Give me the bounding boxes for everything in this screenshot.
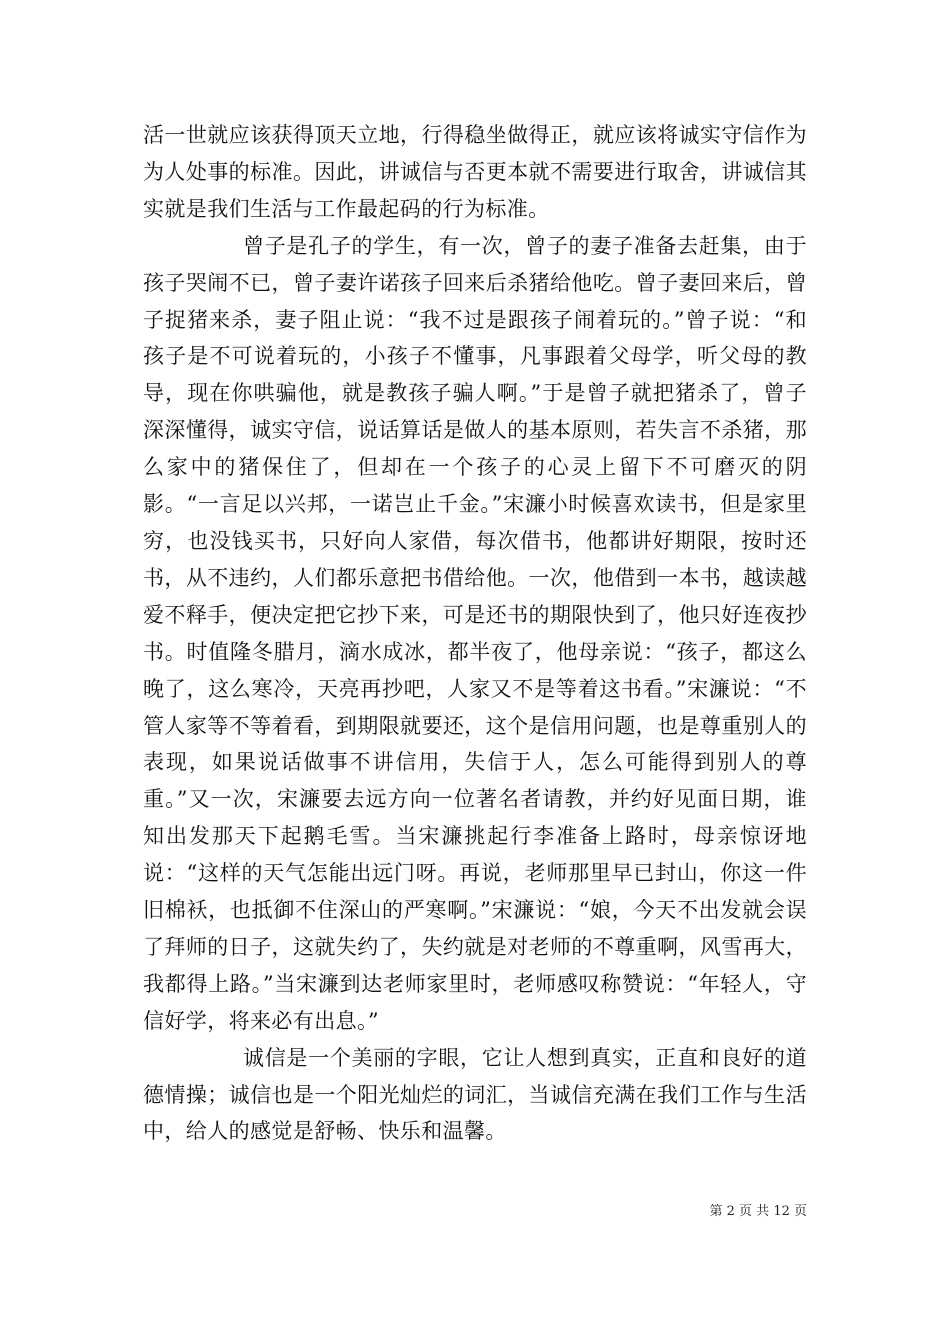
paragraph-honesty-conclusion: 诚信是一个美丽的字眼，它让人想到真实，正直和良好的道德情操；诚信也是一个阳光灿烂的词汇，当诚信充满在我们工作与生活中，给人的感觉是舒畅、快乐和温馨。: [143, 1045, 807, 1144]
paragraph-continuation: 活一世就应该获得顶天立地，行得稳坐做得正，就应该将诚实守信作为为人处事的标准。因此，讲诚信与否更本就不需要进行取舍，讲诚信其实就是我们生活与工作最起码的行为标准。: [143, 123, 807, 221]
document-body: [143, 117, 807, 1150]
paragraph-zengzi-songlian: 曾子是孔子的学生，有一次，曾子的妻子准备去赶集，由于孩子哭闹不已，曾子妻许诺孩子回来后杀猪给他吃。曾子妻回来后，曾子捉猪来杀，妻子阻止说：“我不过是跟孩子闹着玩的。”曾子说：“和孩子是不可说着玩的，小孩子不懂事，凡事跟着父母学，听父母的教导，现在你哄骗他，就是教孩子骗人啊。”于是曾子就把猪杀了，曾子深深懂得，诚实守信，说话算话是做人的基本原则，若失言不杀猪，那么家中的猪保住了，但却在一个孩子的心灵上留下不可磨灭的阴影。“一言足以兴邦，一诺岂止千金。”宋濂小时候喜欢读书，但是家里穷，也没钱买书，只好向人家借，每次借书，他都讲好期限，按时还书，从不违约，人们都乐意把书借给他。一次，他借到一本书，越读越爱不释手，便决定把它抄下来，可是还书的期限快到了，他只好连夜抄书。时值隆冬腊月，滴水成冰，都半夜了，他母亲说：“孩子，都这么晚了，这么寒冷，天亮再抄吧，人家又不是等着这书看。”宋濂说：“不管人家等不等着看，到期限就要还，这个是信用问题，也是尊重别人的表现，如果说话做事不讲信用，失信于人，怎么可能得到别人的尊重。”又一次，宋濂要去远方向一位著名者请教，并约好见面日期，谁知出发那天下起鹅毛雪。当宋濂挑起行李准备上路时，母亲惊讶地说：“这样的天气怎能出远门呀。再说，老师那里早已封山，你这一件旧棉袄，也抵御不住深山的严寒啊。”宋濂说：“娘，今天不出发就会误了拜师的日子，这就失约了，失约就是对老师的不尊重啊，风雪再大，我都得上路。”当宋濂到达老师家里时，老师感叹称赞说：“年轻人，守信好学，将来必有出息。”: [143, 233, 807, 1033]
page-number-footer: 第 2 页 共 12 页: [709, 1204, 807, 1219]
